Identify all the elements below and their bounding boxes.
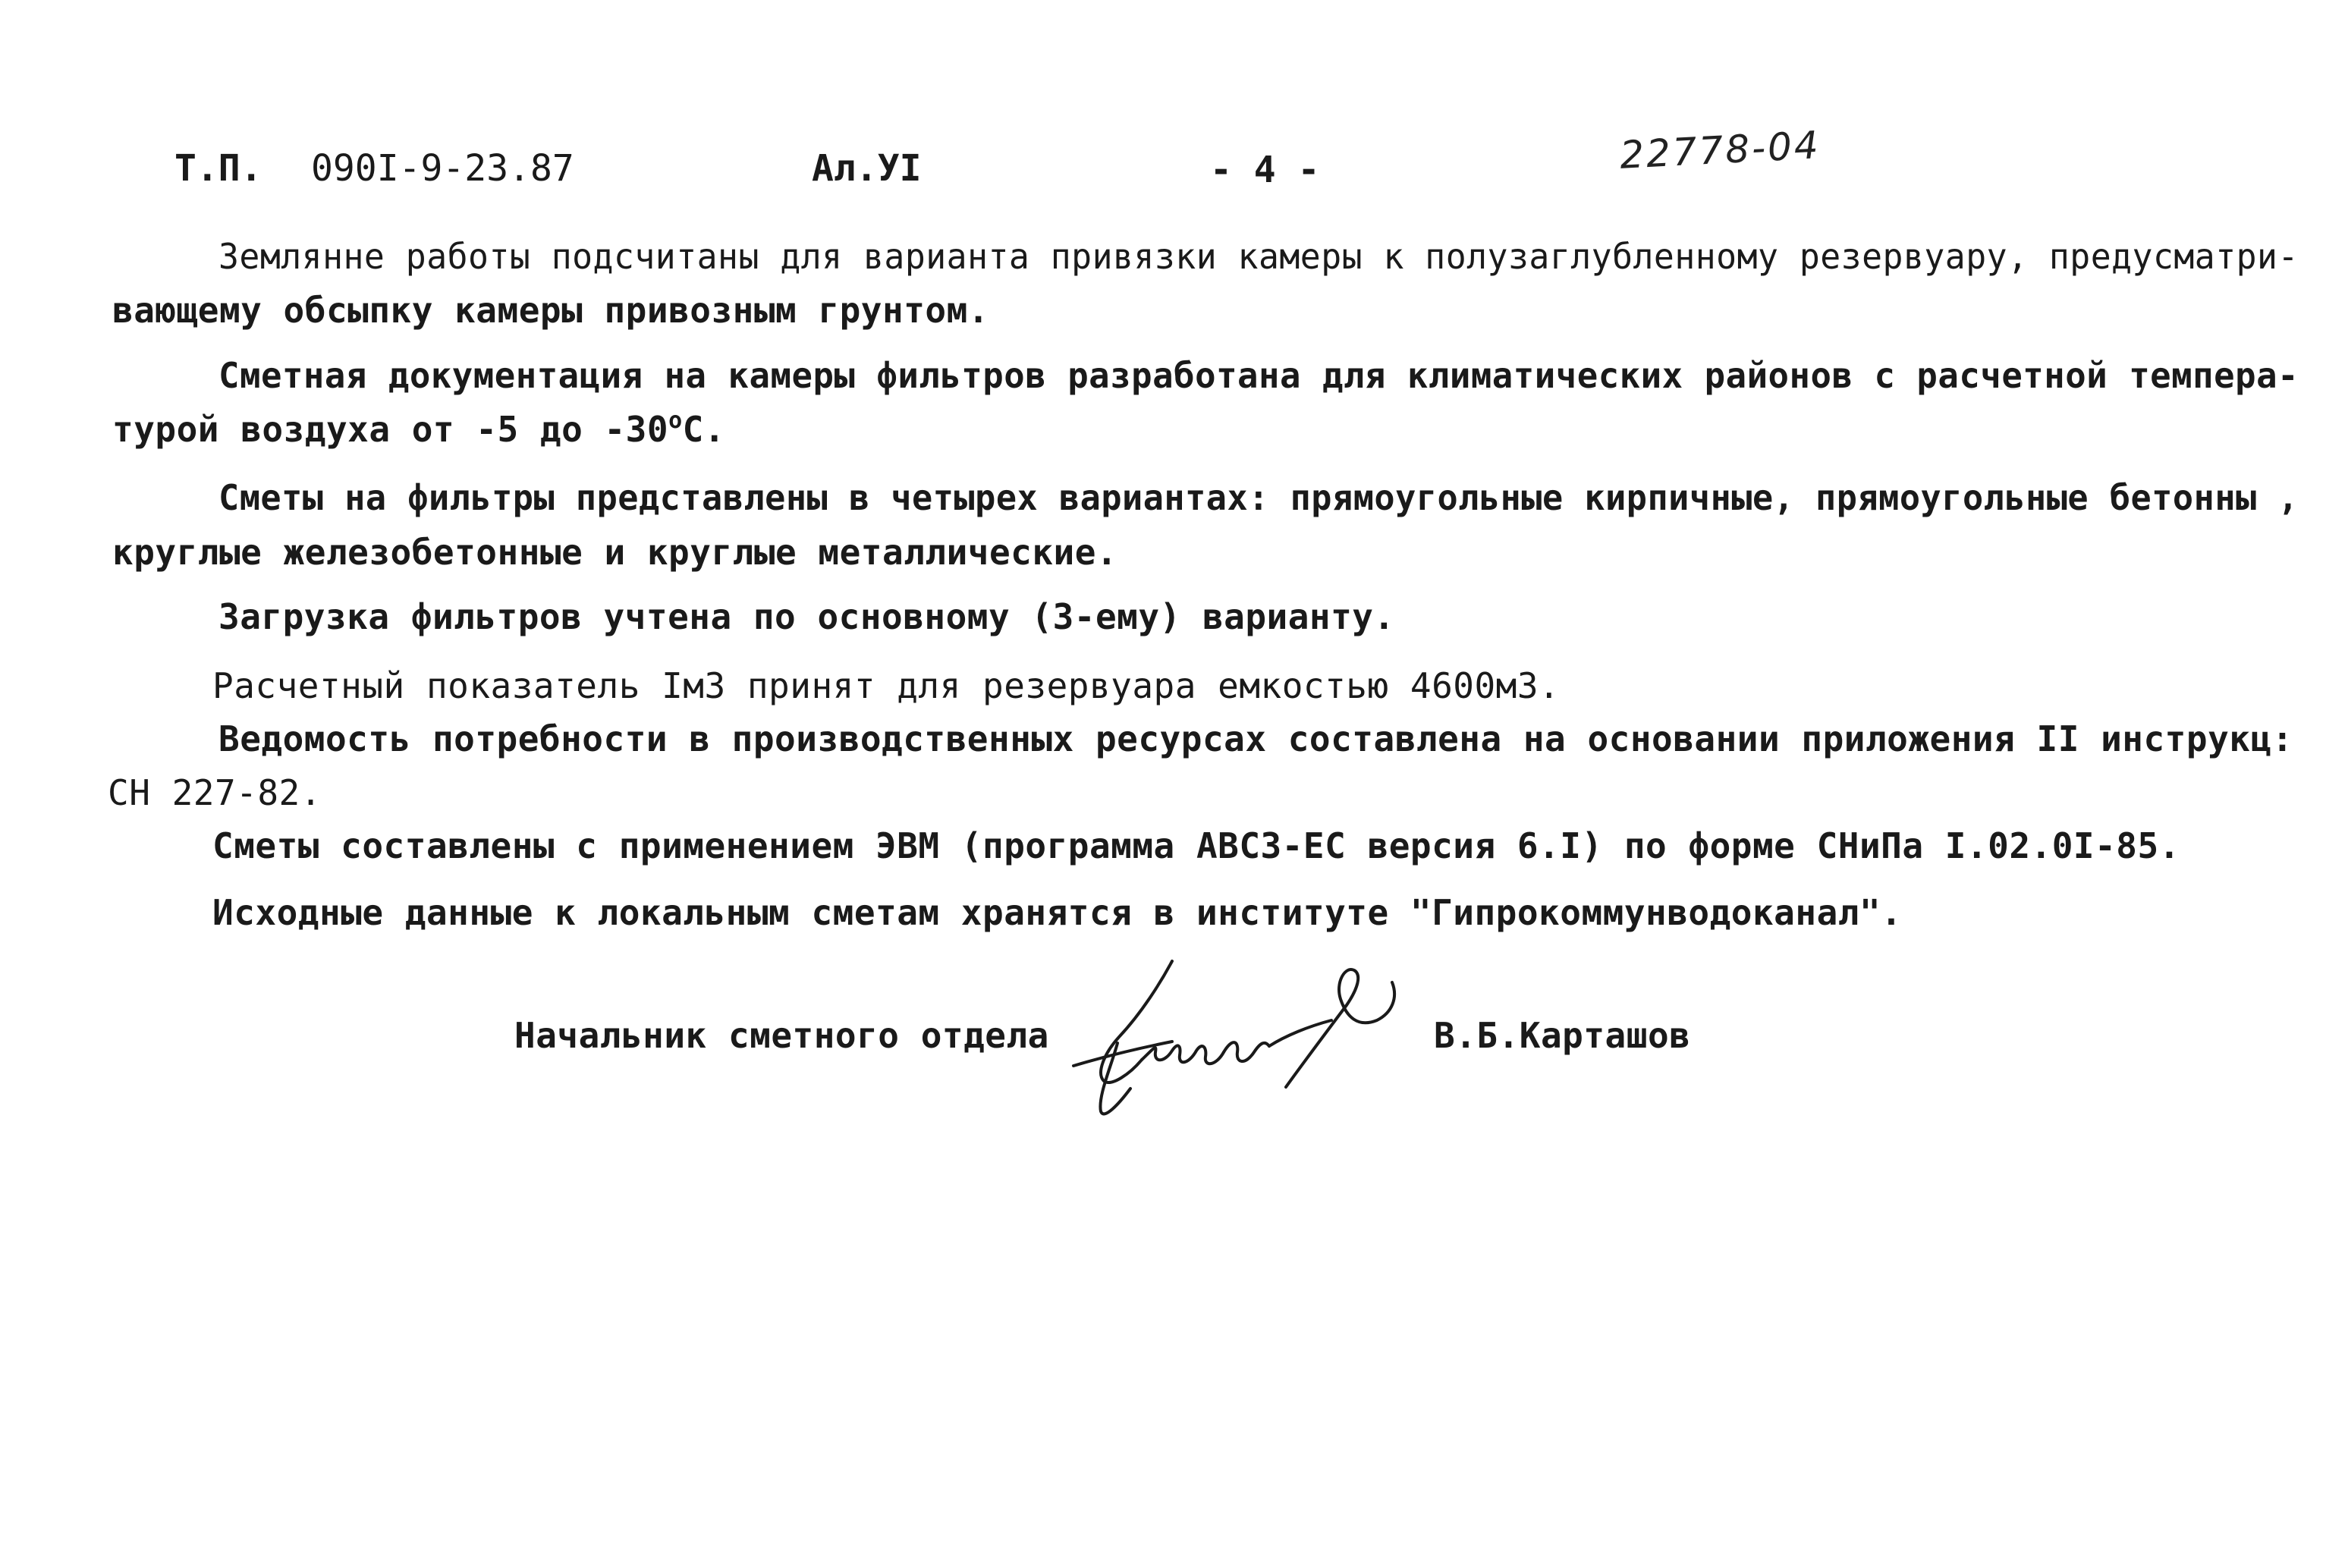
paragraph-6-line-1: Ведомость потребности в производственных ресурсах составлена на основании приложения II инструкц:: [218, 718, 2293, 759]
paragraph-1-line-1: Землянне работы подсчитаны для варианта привязки камеры к полузаглубленному резервуару, предусматри-: [218, 236, 2299, 277]
paragraph-7-line-1: Сметы составлены с применением ЭВМ (программа АВСЗ-ЕС версия 6.I) по форме СНиПа I.02.0I-85.: [212, 825, 2180, 866]
paragraph-1-line-2: вающему обсыпку камеры привозным грунтом.: [112, 290, 989, 331]
paragraph-2-line-1: Сметная документация на камеры фильтров разработана для климатических районов с расчетной темпера-: [218, 355, 2299, 396]
project-code: 090I-9-23.87: [311, 147, 574, 190]
paragraph-3-line-2: круглые железобетонные и круглые металлические.: [112, 532, 1118, 573]
handwritten-signature: [1058, 952, 1407, 1119]
paragraph-2-line-2-text: турой воздуха от -5 до -30: [112, 409, 669, 450]
paragraph-6-line-2: СН 227-82.: [108, 772, 322, 813]
album-number: Ал.УI: [812, 147, 922, 190]
paragraph-2-line-2: [112, 408, 725, 451]
paragraph-8-line-1: Исходные данные к локальным сметам хранятся в институте "Гипрокоммунводоканал".: [212, 892, 1903, 933]
archive-number: 22778-04: [1618, 123, 1822, 178]
paragraph-3-line-1: Сметы на фильтры представлены в четырех вариантах: прямоугольные кирпичные, прямоугольные бетонны ,: [218, 477, 2299, 518]
tp-label: Т.П.: [174, 147, 262, 190]
paragraph-5-line-1: Расчетный показатель Iм3 принят для резервуара емкостью 4600м3.: [212, 665, 1561, 706]
signer-name: В.Б.Карташов: [1434, 1015, 1691, 1056]
paragraph-2-line-2-unit: С.: [682, 409, 726, 450]
degree-mark: о: [668, 407, 683, 434]
paragraph-4-line-1: Загрузка фильтров учтена по основному (3-ему) варианту.: [218, 596, 1395, 637]
signature-position-title: Начальник сметного отдела: [514, 1015, 1049, 1056]
page-number: - 4 -: [1210, 149, 1320, 191]
